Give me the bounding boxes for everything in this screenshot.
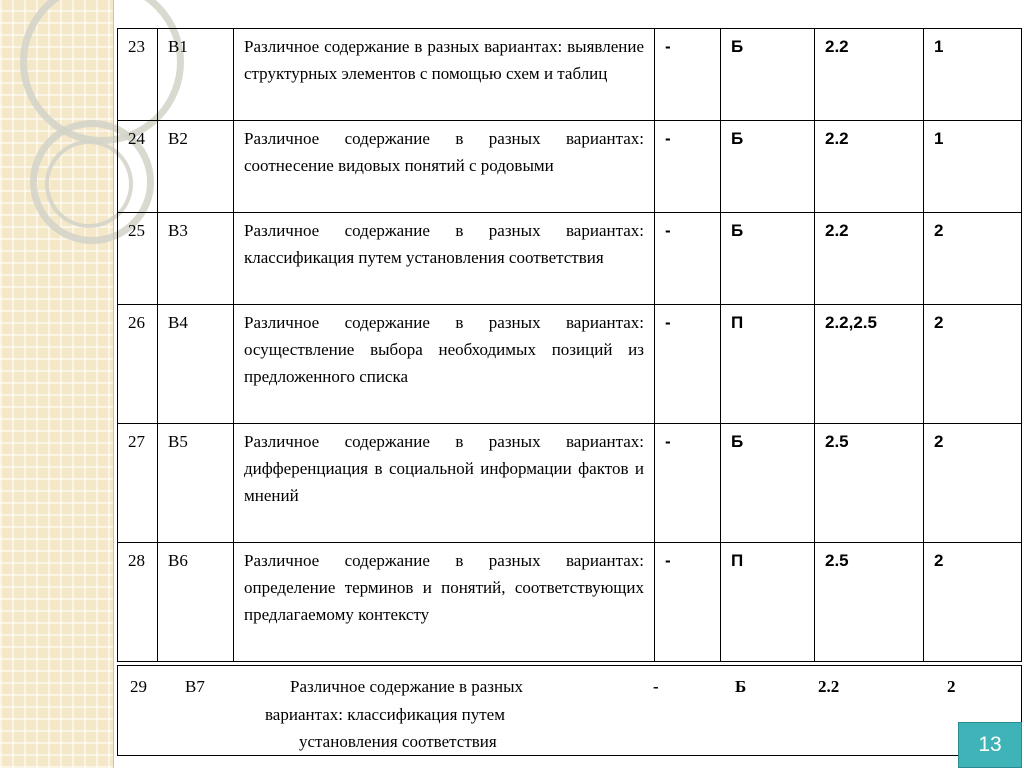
task-level: Б xyxy=(721,29,815,121)
task-score: 2 xyxy=(924,543,1022,662)
task-score: 1 xyxy=(924,121,1022,213)
last-row-score: 2 xyxy=(947,677,956,696)
task-dash: - xyxy=(655,543,721,662)
last-row-num: 29 xyxy=(130,677,147,696)
task-dash: - xyxy=(655,29,721,121)
row-number: 24 xyxy=(118,121,158,213)
task-dash: - xyxy=(655,121,721,213)
task-section: 2.5 xyxy=(815,543,924,662)
table-row xyxy=(118,121,1022,213)
task-dash: - xyxy=(655,424,721,543)
row-number: 27 xyxy=(118,424,158,543)
row-number: 25 xyxy=(118,213,158,305)
task-section: 2.2 xyxy=(815,121,924,213)
task-score: 2 xyxy=(924,305,1022,424)
task-description: Различное содержание в разных вариантах: определение терминов и понятий, соответствующих предлагаемому контексту xyxy=(234,543,655,662)
last-row-level: Б xyxy=(735,677,747,696)
table-row xyxy=(118,424,1022,543)
task-level: П xyxy=(721,543,815,662)
table-row xyxy=(118,29,1022,121)
last-row-code: В7 xyxy=(185,677,205,696)
task-description: Различное содержание в разных вариантах: осуществление выбора необходимых позиций из предложенного списка xyxy=(234,305,655,424)
task-section: 2.5 xyxy=(815,424,924,543)
row-number: 28 xyxy=(118,543,158,662)
task-level: П xyxy=(721,305,815,424)
task-score: 1 xyxy=(924,29,1022,121)
task-code: В2 xyxy=(158,121,234,213)
last-row xyxy=(117,665,1022,756)
task-code: В4 xyxy=(158,305,234,424)
last-row-dash: - xyxy=(653,677,659,696)
task-section: 2.2,2.5 xyxy=(815,305,924,424)
task-section: 2.2 xyxy=(815,213,924,305)
tasks-table xyxy=(117,28,1022,662)
task-score: 2 xyxy=(924,424,1022,543)
task-code: В6 xyxy=(158,543,234,662)
task-level: Б xyxy=(721,424,815,543)
divider xyxy=(113,0,114,768)
task-section: 2.2 xyxy=(815,29,924,121)
task-code: В1 xyxy=(158,29,234,121)
task-description: Различное содержание в разных вариантах: дифференциация в социальной информации фактов и мнений xyxy=(234,424,655,543)
task-dash: - xyxy=(655,213,721,305)
task-description: Различное содержание в разных вариантах: выявление структурных элементов с помощью схем и таблиц xyxy=(234,29,655,121)
task-description: Различное содержание в разных вариантах: соотнесение видовых понятий с родовыми xyxy=(234,121,655,213)
last-row-section: 2.2 xyxy=(818,677,840,696)
table-row xyxy=(118,305,1022,424)
page-number-badge: 13 xyxy=(958,722,1022,768)
decorative-side-panel xyxy=(0,0,113,768)
task-code: В5 xyxy=(158,424,234,543)
task-score: 2 xyxy=(924,213,1022,305)
task-level: Б xyxy=(721,121,815,213)
last-row-desc-line1: Различное содержание в разных xyxy=(290,677,524,696)
table-row xyxy=(118,543,1022,662)
row-number: 26 xyxy=(118,305,158,424)
task-description: Различное содержание в разных вариантах: классификация путем установления соответствия xyxy=(234,213,655,305)
last-row-desc-line2: вариантах: классификация путем xyxy=(265,705,505,724)
task-code: В3 xyxy=(158,213,234,305)
task-level: Б xyxy=(721,213,815,305)
last-row-desc-line3: установления соответствия xyxy=(299,732,497,751)
task-dash: - xyxy=(655,305,721,424)
row-number: 23 xyxy=(118,29,158,121)
table-row xyxy=(118,213,1022,305)
